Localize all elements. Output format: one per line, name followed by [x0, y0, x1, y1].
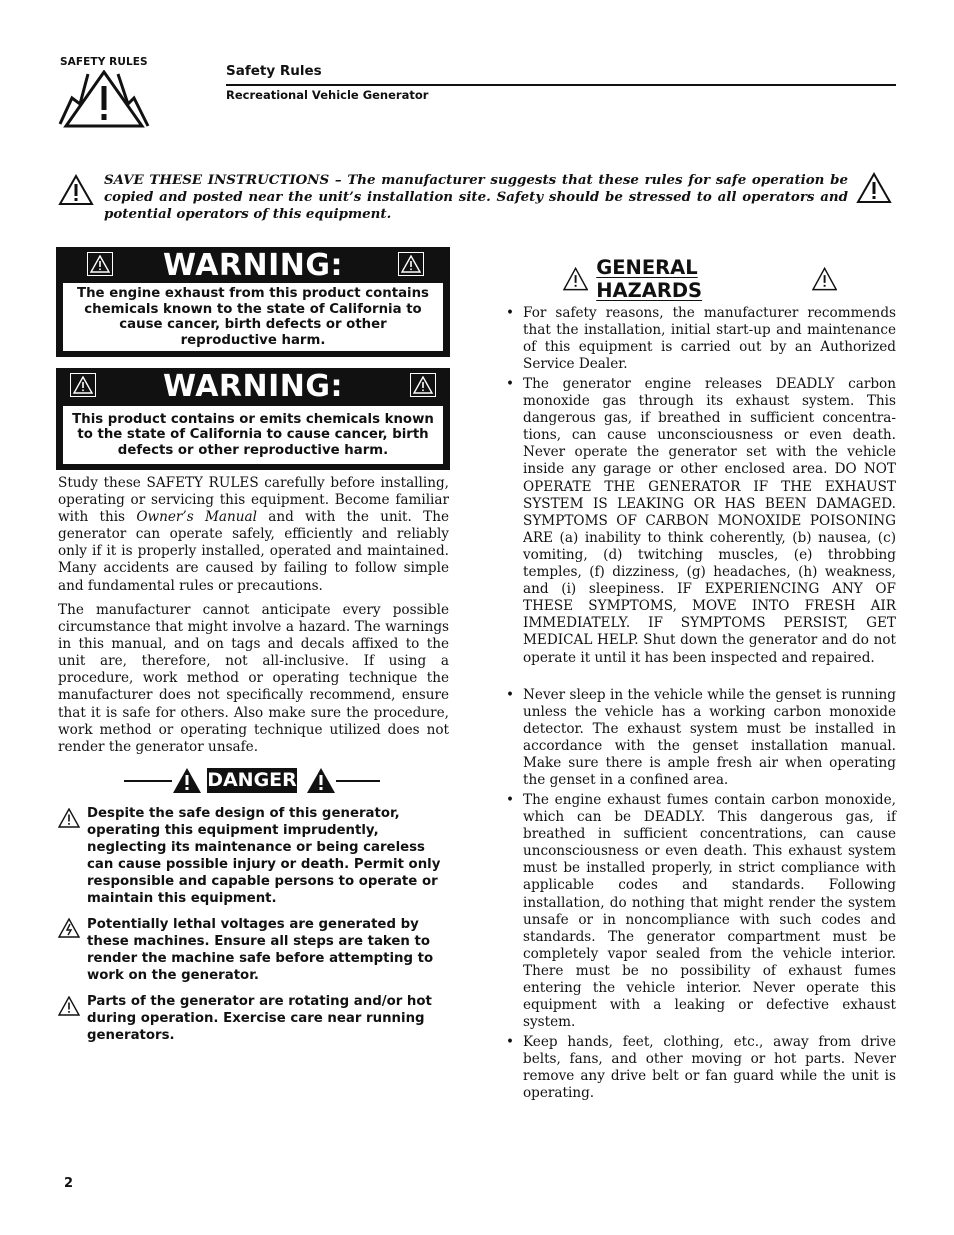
warning-text: The engine exhaust from this product contains chemicals known to the state of California to cause cancer, birth defects or other reproductive harm.: [63, 283, 443, 351]
hazard-text: Keep hands, feet, clothing, etc., away from drive belts, fans, and other moving or hot parts. Never remove any drive belt or fan guard while the unit is operating.: [523, 1034, 896, 1102]
lightning-warning-icon: [58, 70, 150, 128]
warning-triangle-icon: [563, 267, 588, 291]
intro-text: Study these SAFETY RULES carefully before installing, operating or servicing this equipment. Become familiar with this: [58, 475, 449, 526]
hazard-text: The generator engine releases DEADLY carbon monoxide gas through its exhaust system. This dangerous gas, if breathed in sufficient concentrations, can cause unconsciousness or even death. Never operate the generator set with the vehicle inside any garage or other enclosed area. DO NOT OPERATE THE GENERATOR IF THE EXHAUST SYSTEM IS LEAKING OR HAS BEEN DAMAGED. SYMPTOMS OF CARBON MONOXIDE POISONING ARE (a) inability to think coherently, (b) nausea, (c) vomiting, (d) twitching muscles, (e) throbbing temples, (f) dizziness, (g) headaches, (h) weakness, and (i) sleepiness. IF EXPERIENCING ANY OF THESE SYMPTOMS, MOVE INTO FRESH AIR IMMEDIATELY. IF SYMPTOMS PERSIST, GET MEDICAL HELP. Shut down the generator and do not operate it until it has been inspected and repaired.: [523, 376, 896, 666]
danger-triangle-icon: [306, 767, 336, 794]
hazard-bullet: [506, 792, 896, 1031]
warning-triangle-icon: [410, 373, 436, 397]
danger-item: Despite the safe design of this generator, operating this equipment imprudently, neglecting its maintenance or being careless can cause possible injury or death. Permit only responsible and capable persons to operate or maintain this equipment.: [87, 806, 441, 907]
bullet-icon: •: [506, 305, 515, 321]
warning-triangle-icon: [398, 252, 424, 276]
page-subtitle: Recreational Vehicle Generator: [226, 88, 429, 102]
page-title: Safety Rules: [226, 63, 322, 79]
warning-triangle-icon: [58, 996, 80, 1016]
warning-triangle-icon: [58, 174, 94, 206]
warning-label: WARNING:: [162, 248, 344, 283]
warning-triangle-icon: [856, 172, 892, 204]
intro-paragraph-2: The manufacturer cannot anticipate every possible circumstance that might involve a hazard. The warnings in this manual, and on tags and decals affixed to the unit are, therefore, not all-inclusive. If using a procedure, work method or operating technique the manufacturer does not specifically recommend, ensure that it is safe for others. Also make sure the procedure, work method or operating technique utilized does not render the generator unsafe.: [58, 602, 449, 755]
danger-item: Parts of the generator are rotating and/or hot during operation. Exercise care near running generators.: [87, 994, 432, 1044]
danger-rule-right: [336, 780, 380, 782]
header-rule: [226, 84, 896, 86]
save-instructions-text: SAVE THESE INSTRUCTIONS – The manufacturer suggests that these rules for safe operation be copied and posted near the unit’s installation site. Safety should be stressed to all operators and potential operators of this equipment.: [104, 172, 848, 222]
logo-label: SAFETY RULES: [60, 56, 148, 68]
hazard-bullet: [506, 687, 896, 790]
danger-header: [124, 766, 380, 796]
bullet-icon: •: [506, 1034, 515, 1050]
danger-item: Potentially lethal voltages are generated by these machines. Ensure all steps are taken to render the machine safe before attempting to work on the generator.: [87, 917, 434, 984]
warning-triangle-icon: [58, 808, 80, 828]
hazard-bullet: [506, 376, 896, 667]
intro-paragraph-1: [58, 475, 449, 595]
bullet-icon: •: [506, 687, 515, 703]
warning-triangle-icon: [812, 267, 837, 291]
hazard-text: Never sleep in the vehicle while the genset is running unless the vehicle has a working carbon monoxide detector. The exhaust system must be installed in accordance with the genset installation manual. Make sure there is ample fresh air when operating the genset in a confined area.: [523, 687, 896, 789]
safety-rules-logo: [58, 56, 150, 128]
warning-box-chemicals: [56, 368, 450, 470]
general-hazards-header: [563, 256, 837, 302]
hazard-bullet: [506, 1034, 896, 1102]
page-number: 2: [64, 1176, 74, 1191]
owners-manual-title: Owner’s Manual: [136, 509, 257, 526]
bullet-icon: •: [506, 376, 515, 392]
intro-text: and with the unit. The generator can operate safely, efficiently and reliably only if it is properly installed, operated and maintained. Many accidents are caused by failing to follow simple and fundamental rules or precautions.: [58, 509, 450, 594]
warning-label: WARNING:: [162, 369, 344, 404]
general-hazards-title: GENERAL HAZARDS: [596, 256, 703, 302]
warning-header: [56, 368, 450, 406]
hazard-bullet: [506, 305, 896, 373]
warning-text: This product contains or emits chemicals known to the state of California to cause cancer, birth defects or other reproductive harm.: [63, 406, 443, 464]
hazard-text: For safety reasons, the manufacturer recommends that the installation, initial start-up and maintenance of this equipment is carried out by an Authorized Service Dealer.: [523, 305, 896, 373]
electric-shock-warning-icon: [58, 918, 80, 938]
danger-triangle-icon: [172, 767, 202, 794]
danger-rule-left: [124, 780, 172, 782]
warning-box-exhaust: [56, 247, 450, 357]
danger-label: DANGER: [207, 769, 297, 791]
bullet-icon: •: [506, 792, 515, 808]
warning-header: [56, 247, 450, 285]
hazard-text: The engine exhaust fumes contain carbon monoxide, which can be DEADLY. This dangerous gas, if breathed in sufficient concentrations, can cause unconsciousness or even death. This exhaust system must be installed properly, in strict compliance with applicable codes and standards. Following installation, do nothing that might render the system unsafe or in noncompliance with such codes and standards. The generator compartment must be completely vapor sealed from the vehicle interior. There must be no possibility of exhaust fumes entering the vehicle interior. Never operate this equipment with a leaking or defective exhaust system.: [523, 792, 896, 1031]
